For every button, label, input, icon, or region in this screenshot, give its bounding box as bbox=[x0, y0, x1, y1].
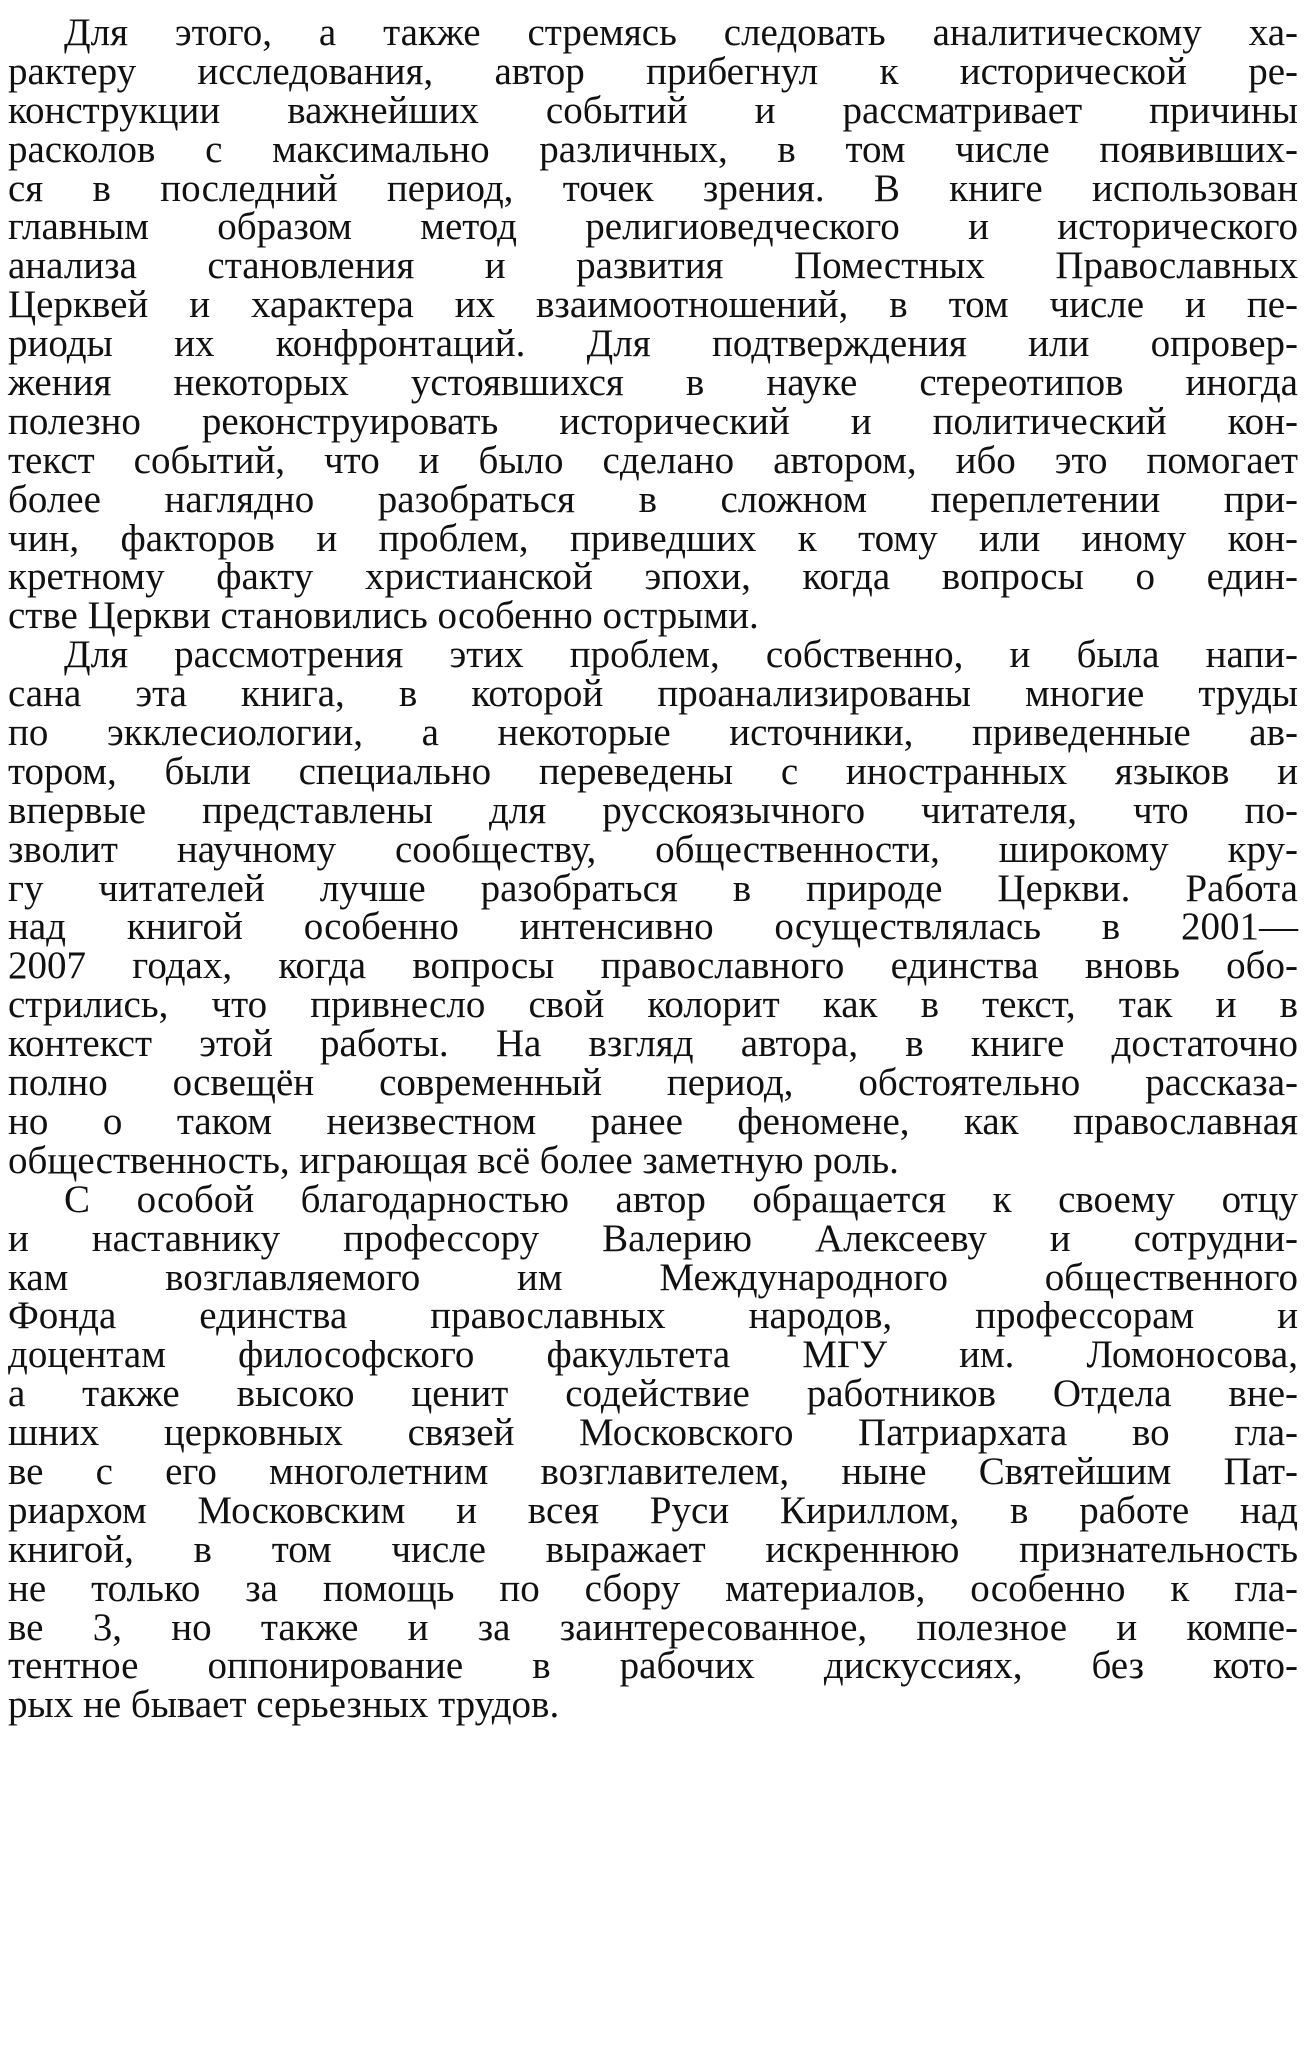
paragraph-3 bbox=[8, 1177, 1298, 1727]
text-line: тентное оппонирование в рабочих дискуссиях, без кото- bbox=[8, 1644, 1298, 1688]
text-line: полезно реконструировать исторический и политический кон- bbox=[8, 399, 1298, 443]
text-line: тором, были специально переведены с иностранных языков и bbox=[8, 749, 1298, 793]
text-line: главным образом метод религиоведческого и исторического bbox=[8, 205, 1298, 249]
text-line: текст событий, что и было сделано автором, ибо это помогает bbox=[8, 438, 1298, 482]
text-line: книгой, в том числе выражает искреннюю признательность bbox=[8, 1527, 1298, 1571]
text-line: Церквей и характера их взаимоотношений, в том числе и пе- bbox=[8, 283, 1298, 327]
text-line: С особой благодарностью автор обращается к своему отцу bbox=[64, 1177, 1298, 1221]
text-line: общественность, играющая всё более заметную роль. bbox=[8, 1138, 899, 1182]
text-line: полно освещён современный период, обстоятельно рассказа- bbox=[8, 1061, 1298, 1105]
text-line: впервые представлены для русскоязычного читателя, что по- bbox=[8, 788, 1298, 832]
text-line: рых не бывает серьезных трудов. bbox=[8, 1683, 560, 1727]
text-line: кам возглавляемого им Международного общественного bbox=[8, 1255, 1298, 1299]
text-line: рактеру исследования, автор прибегнул к исторической ре- bbox=[8, 49, 1298, 93]
text-line: анализа становления и развития Поместных Православных bbox=[8, 244, 1298, 288]
paragraph-2 bbox=[8, 633, 1298, 1182]
text-line: кретному факту христианской эпохи, когда вопросы о един- bbox=[8, 555, 1298, 599]
text-line: жения некоторых устоявшихся в науке стереотипов иногда bbox=[8, 361, 1298, 405]
text-line: Фонда единства православных народов, профессорам и bbox=[8, 1294, 1298, 1338]
text-line: по экклесиологии, а некоторые источники, приведенные ав- bbox=[8, 711, 1298, 755]
text-line: более наглядно разобраться в сложном переплетении при- bbox=[8, 477, 1298, 521]
text-line: стве Церкви становились особенно острыми. bbox=[8, 594, 759, 638]
document-page bbox=[8, 11, 1298, 1727]
text-line: шних церковных связей Московского Патриархата во гла- bbox=[8, 1411, 1298, 1455]
text-line: риархом Московским и всея Руси Кириллом, в работе над bbox=[8, 1488, 1298, 1532]
text-line: контекст этой работы. На взгляд автора, в книге достаточно bbox=[8, 1022, 1298, 1066]
text-line: доцентам философского факультета МГУ им. Ломоносова, bbox=[8, 1333, 1298, 1377]
text-line: зволит научному сообществу, общественности, широкому кру- bbox=[8, 827, 1298, 871]
text-line: конструкции важнейших событий и рассматривает причины bbox=[8, 88, 1298, 132]
text-line: не только за помощь по сбору материалов, особенно к гла- bbox=[8, 1566, 1298, 1610]
text-line: 2007 годах, когда вопросы православного единства вновь обо- bbox=[8, 944, 1298, 988]
text-line: и наставнику профессору Валерию Алексееву и сотрудни- bbox=[8, 1216, 1298, 1260]
text-line: ве 3, но также и за заинтересованное, полезное и компе- bbox=[8, 1605, 1298, 1649]
text-line: но о таком неизвестном ранее феномене, как православная bbox=[8, 1099, 1298, 1143]
text-line: риоды их конфронтаций. Для подтверждения или опровер- bbox=[8, 322, 1298, 366]
text-line: чин, факторов и проблем, приведших к тому или иному кон- bbox=[8, 516, 1298, 560]
text-line: гу читателей лучше разобраться в природе Церкви. Работа bbox=[8, 866, 1298, 910]
text-line: Для этого, а также стремясь следовать аналитическому ха- bbox=[64, 11, 1298, 54]
text-line: ве с его многолетним возглавителем, ныне Святейшим Пат- bbox=[8, 1449, 1298, 1493]
text-line: сана эта книга, в которой проанализированы многие труды bbox=[8, 672, 1298, 716]
text-line: а также высоко ценит содействие работников Отдела вне- bbox=[8, 1372, 1298, 1416]
paragraph-1 bbox=[8, 11, 1298, 638]
text-line: стрились, что привнесло свой колорит как в текст, так и в bbox=[8, 983, 1298, 1027]
text-line: ся в последний период, точек зрения. В книге использован bbox=[8, 166, 1298, 210]
text-line: Для рассмотрения этих проблем, собственно, и была напи- bbox=[64, 633, 1298, 677]
text-line: расколов с максимально различных, в том числе появивших- bbox=[8, 127, 1298, 171]
text-line: над книгой особенно интенсивно осуществлялась в 2001— bbox=[8, 905, 1298, 949]
